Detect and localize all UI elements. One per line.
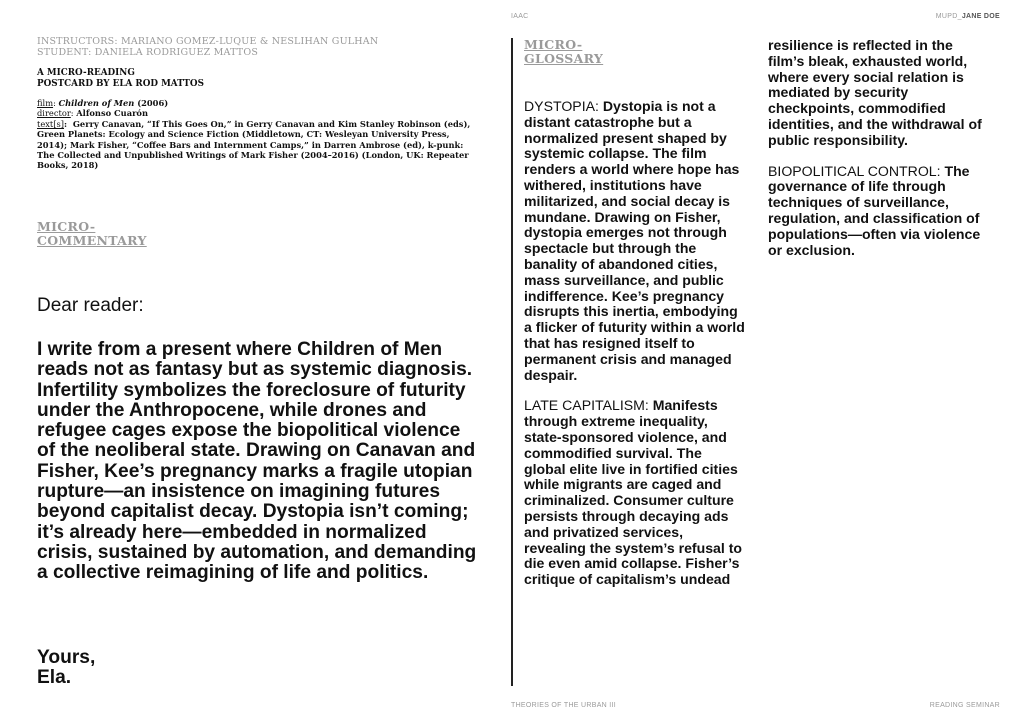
director-line: director: Alfonso Cuarón xyxy=(37,108,149,119)
commentary-heading-line-2: COMMENTARY xyxy=(37,233,147,248)
column-divider xyxy=(511,38,513,686)
instructors-line: INSTRUCTORS: MARIANO GOMEZ-LUQUE & NESLIHAN GULHAN xyxy=(37,36,379,47)
glossary-term: DYSTOPIA: xyxy=(524,98,603,114)
film-line: film: Children of Men (2006) xyxy=(37,98,169,108)
glossary-entry-continued xyxy=(768,38,990,149)
closing-line-2: Ela. xyxy=(37,667,72,689)
header-right-label xyxy=(936,13,1000,20)
glossary-definition: The governance of life through techniques of surveillance, regulation, and classification of populations—often via violence or exclusion. xyxy=(768,162,981,258)
texts-label: text[s] xyxy=(37,118,64,129)
texts-value: Gerry Canavan, “If This Goes On,” in Gerry Canavan and Kim Stanley Robinson (eds), Green Planets: Ecology and Science Fiction (Middletown, CT: Wesleyan University Press, 2014); Mark Fisher, “Coffee Bars and Internment Camps,” in Darren Ambrose (ed), k-punk: The Collected and Unpublished Writings of Mark Fisher (2004–2016) (London, UK: Repeater Books, 2018) xyxy=(37,118,471,171)
title-line-2: POSTCARD BY ELA ROD MATTOS xyxy=(37,78,204,89)
film-label: film xyxy=(37,98,54,108)
glossary-definition: resilience is reflected in the film’s bleak, exhausted world, where every social relation is mediated by security checkpoints, commodified identities, and the withdrawal of public responsibility. xyxy=(768,37,982,148)
header-right-name: JANE DOE xyxy=(961,13,1000,20)
commentary-heading xyxy=(37,220,147,248)
glossary-heading xyxy=(524,38,603,66)
glossary-entry-biopolitical-control xyxy=(768,164,990,259)
header-left-label: IAAC xyxy=(511,13,529,20)
film-year: (2006) xyxy=(134,98,169,108)
footer-left-label: THEORIES OF THE URBAN III xyxy=(511,702,616,709)
closing-line-1: Yours, xyxy=(37,647,96,668)
header-right-prefix: MUPD_ xyxy=(935,13,962,20)
glossary-term: LATE CAPITALISM: xyxy=(524,397,653,414)
texts-line: text[s]: Gerry Canavan, “If This Goes On,” in Gerry Canavan and Kim Stanley Robinson (eds), Green Planets: Ecology and Science Fiction (Middletown, CT: Wesleyan University Press, 2014); Mark Fisher, “Coffee Bars and Internment Camps,” in Darren Ambrose (ed), k-punk: The Collected and Unpublished Writings of Mark Fisher (2004–2016) (London, UK: Repeater Books, 2018) xyxy=(37,118,471,171)
glossary-definition: Manifests through extreme inequality, state-sponsored violence, and commodified survival. The global elite live in fortified cities while migrants are caged and criminalized. Consumer culture persists through decaying ads and privatized services, revealing the system’s refusal to die even amid collapse. Fisher’s critique of capitalism’s undead xyxy=(524,397,743,588)
title-line-1: A MICRO-READING xyxy=(37,68,135,78)
glossary-column-1 xyxy=(524,99,746,603)
commentary-heading-line-1: MICRO- xyxy=(37,219,96,234)
glossary-entry-late-capitalism xyxy=(524,398,746,588)
closing xyxy=(37,648,95,689)
footer-right-label: READING SEMINAR xyxy=(929,702,1000,709)
glossary-heading-line-2: GLOSSARY xyxy=(524,51,604,66)
greeting: Dear reader: xyxy=(37,295,144,316)
glossary-definition: Dystopia is not a distant catastrophe but a normalized present shaped by systemic collapse. The film renders a world where hope has withered, institutions have militarized, and social decay is mundane. Drawing on Fisher, dystopia emerges not through spectacle but through the banality of abandoned cities, mass surveillance, and public indifference. Kee’s pregnancy disrupts this inertia, embodying a flicker of futurity within a world that has resigned itself to permanent crisis and managed despair. xyxy=(524,98,745,383)
director-name: Alfonso Cuarón xyxy=(76,108,149,119)
meta-block xyxy=(37,36,477,171)
student-line: STUDENT: DANIELA RODRIGUEZ MATTOS xyxy=(37,47,259,58)
director-label: director xyxy=(37,108,71,119)
glossary-entry-dystopia xyxy=(524,99,746,383)
glossary-heading-line-1: MICRO- xyxy=(524,37,583,52)
commentary-body: I write from a present where Children of Men reads not as fantasy but as systemic diagnosis. Infertility symbolizes the foreclosure of futurity under the Anthropocene, while drones and refugee cages expose the biopolitical violence of the neoliberal state. Drawing on Canavan and Fisher, Kee’s pregnancy marks a fragile utopian rupture—an insistence on imagining futures beyond capitalist decay. Dystopia isn’t coming; it’s already here—embedded in normalized crisis, sustained by automation, and demanding a collective reimagining of life and politics. xyxy=(37,339,477,584)
glossary-column-2 xyxy=(768,38,990,273)
film-title: Children of Men xyxy=(58,98,135,108)
glossary-term: BIOPOLITICAL CONTROL: xyxy=(768,162,945,179)
